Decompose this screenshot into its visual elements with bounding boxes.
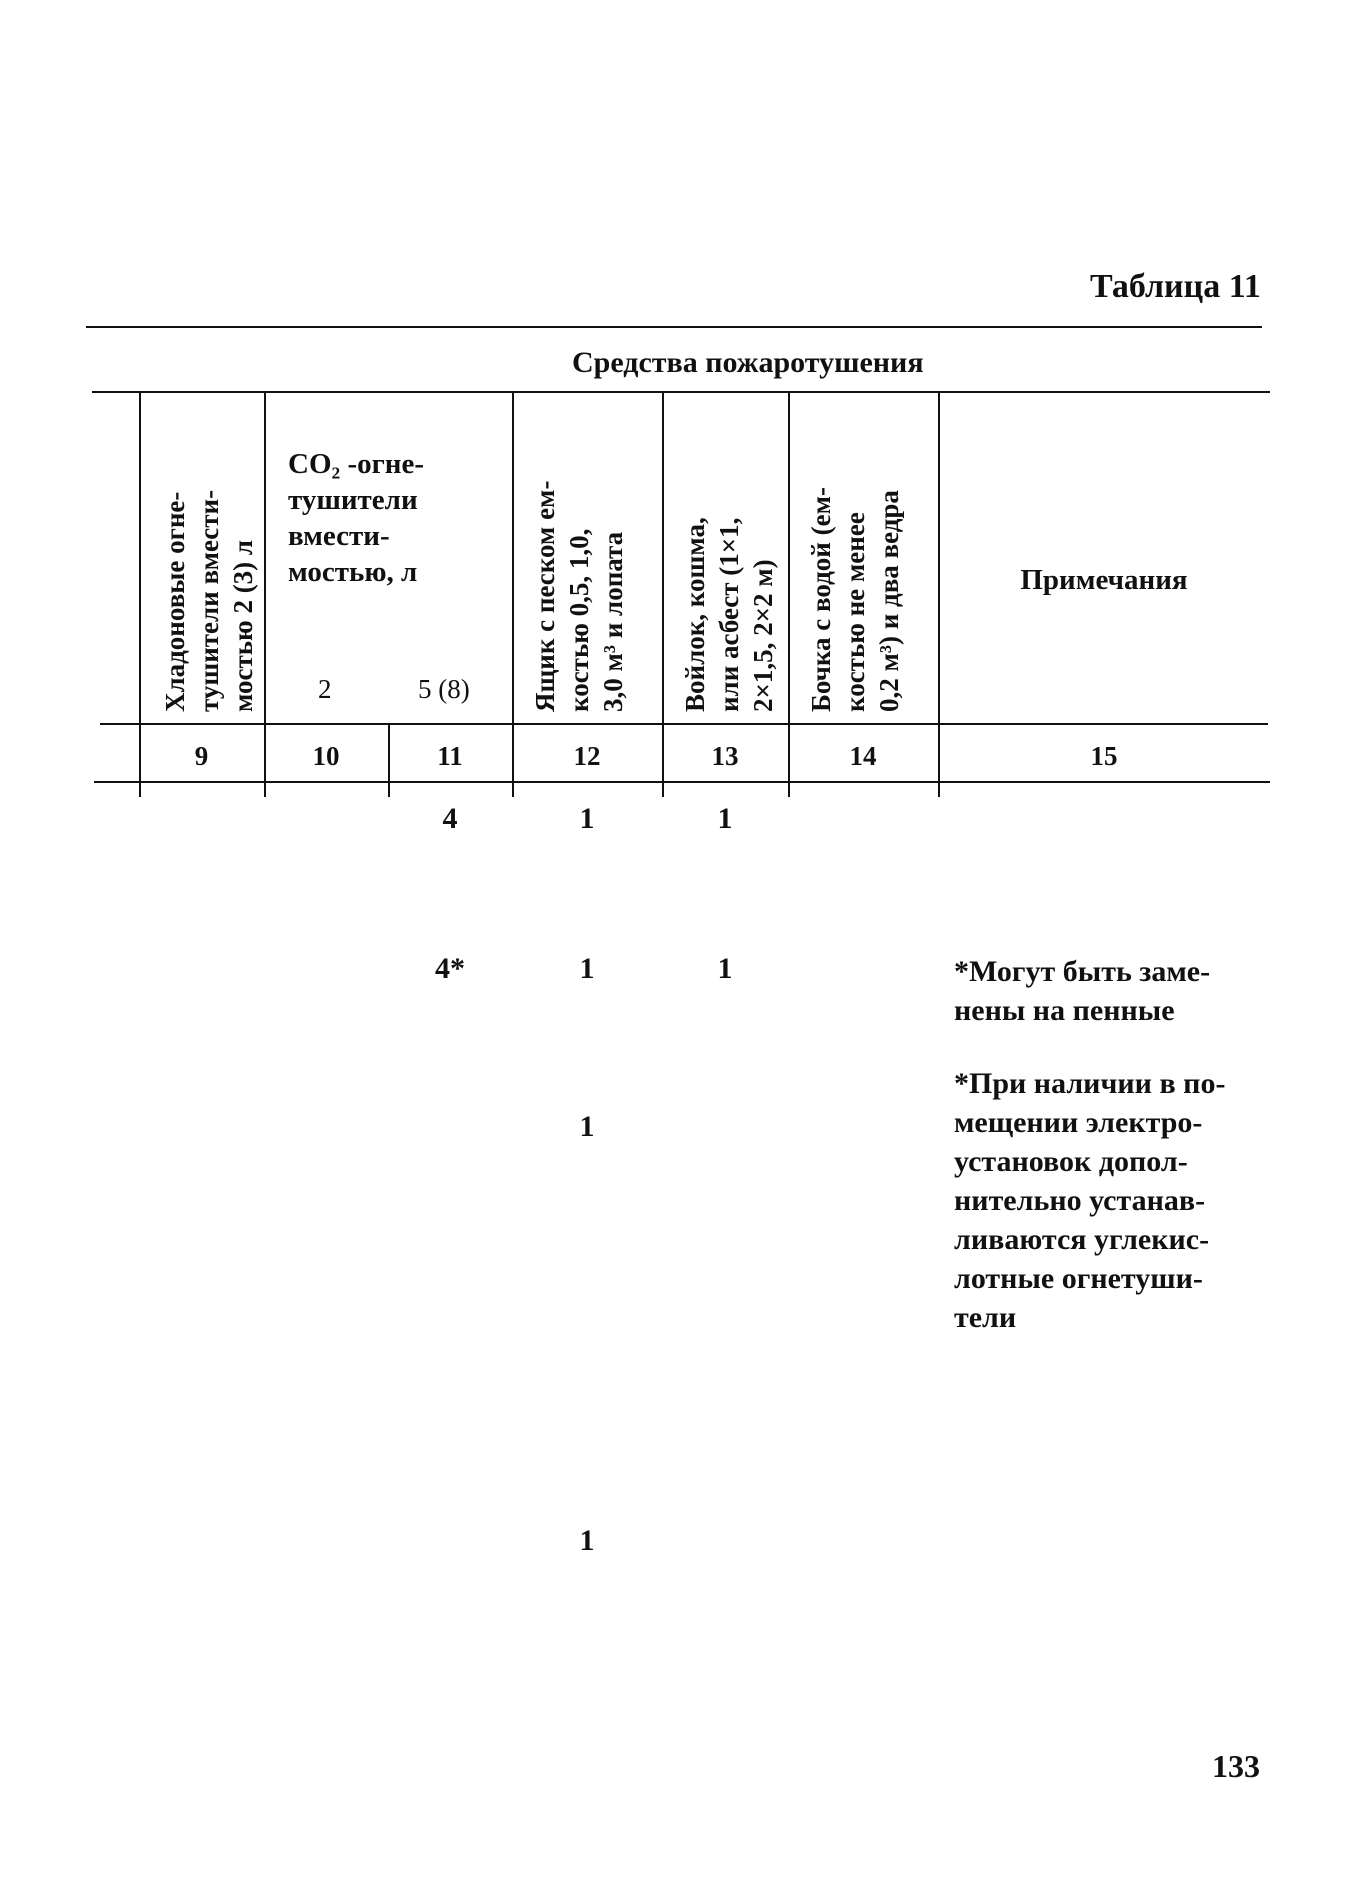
body-tick-10-11 <box>388 781 390 797</box>
note-1: *Могут быть заме- нены на пенные <box>954 955 1211 1027</box>
group-title-rule <box>92 391 1270 393</box>
header-co2-sub-5-8: 5 (8) <box>418 674 470 704</box>
header-col14: Бочка с водой (ем- костью не менее 0,2 м³) и два ведра <box>806 487 904 712</box>
colnum-14: 14 <box>849 741 877 771</box>
cell-r1-c11: 4 <box>442 802 458 835</box>
header-co2-sub-2: 2 <box>318 674 332 704</box>
colnum-bottom-rule <box>94 781 1270 783</box>
cell-r2-c11: 4* <box>435 952 465 985</box>
colnum-9: 9 <box>194 741 209 771</box>
cell-r1-c13: 1 <box>717 802 733 835</box>
col-divider-left <box>139 391 141 724</box>
header-bottom-rule <box>100 723 1268 725</box>
page-number: 133 <box>1212 1748 1260 1784</box>
cell-r2-c12: 1 <box>579 952 595 985</box>
body-tick-14-15 <box>938 781 940 797</box>
table-title: Таблица 11 <box>1090 268 1261 305</box>
colnum-10: 10 <box>312 741 340 771</box>
header-col12: Ящик с песком ем- костью 0,5, 1,0, 3,0 м³ и лопата <box>530 480 628 712</box>
cell-r3-c12: 1 <box>579 1110 595 1143</box>
body-tick-left <box>139 781 141 797</box>
header-col15: Примечания <box>1020 564 1188 596</box>
colnum-11: 11 <box>437 741 463 771</box>
col-divider-13-14 <box>788 391 790 724</box>
group-title: Средства пожаротушения <box>572 346 924 379</box>
header-co2: СО₂ -огне- тушители вмести- мостью, л <box>288 448 425 588</box>
header-col13: Войлок, кошма, или асбест (1×1, 2×1,5, 2×2 м) <box>680 517 778 712</box>
col-divider-14-15 <box>938 391 940 724</box>
colnum-15: 15 <box>1090 741 1118 771</box>
col-divider-11-12 <box>512 391 514 724</box>
top-rule <box>86 326 1262 328</box>
body-tick-11-12 <box>512 781 514 797</box>
body-tick-13-14 <box>788 781 790 797</box>
body-tick-12-13 <box>662 781 664 797</box>
col-divider-9-10 <box>264 391 266 724</box>
note-2: *При наличии в по- мещении электро- установок допол- нительно устанав- ливаются углекис- лотные огнетуши- тели <box>954 1067 1226 1334</box>
colnum-13: 13 <box>711 741 739 771</box>
header-col9: Хладоновые огне- тушители вмести- мостью 2 (3) л <box>160 489 258 712</box>
cell-r1-c12: 1 <box>579 802 595 835</box>
cell-r4-c12: 1 <box>579 1524 595 1557</box>
body-tick-9-10 <box>264 781 266 797</box>
col-divider-12-13 <box>662 391 664 724</box>
colnum-12: 12 <box>573 741 601 771</box>
cell-r2-c13: 1 <box>717 952 733 985</box>
